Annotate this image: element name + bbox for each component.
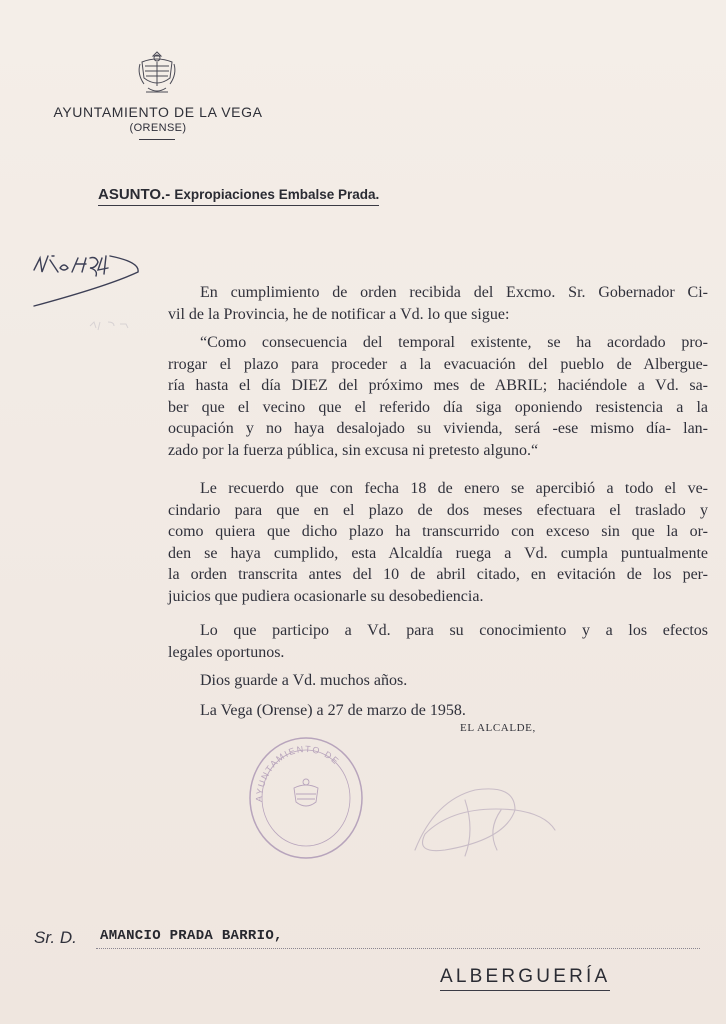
paragraph-date <box>168 700 708 722</box>
addressee-name: AMANCIO PRADA BARRIO, <box>100 928 283 944</box>
coat-of-arms-icon <box>136 48 178 100</box>
text-line: Lo que participo a Vd. para su conocimiento y a los efectos <box>200 622 708 639</box>
text-line: cindario para que en el plazo de dos meses efectuara el traslado y <box>168 501 708 519</box>
text-line: En cumplimiento de orden recibida del Excmo. Sr. Gobernador Ci- <box>200 284 708 301</box>
paragraph-salutation <box>168 670 708 692</box>
svg-text:AYUNTAMIENTO DE: AYUNTAMIENTO DE <box>253 743 342 803</box>
text-line: ber que el vecino que el referido día siga oponiendo resistencia a la <box>168 398 708 416</box>
addressee-dotted-line <box>96 948 700 949</box>
text-line: vil de la Provincia, he de notificar a Vd. lo que sigue: <box>168 305 510 323</box>
handwritten-reference-number <box>32 250 152 310</box>
official-stamp <box>244 732 368 862</box>
subject-line <box>98 186 379 206</box>
text-line: den se haya cumplido, esta Alcaldía ruega a Vd. cumpla puntualmente <box>168 544 708 562</box>
paragraph-reminder <box>168 478 708 608</box>
text-line: ría hasta el día DIEZ del próximo mes de ABRIL; haciéndole a Vd. sa- <box>168 377 708 395</box>
province-name: (ORENSE) <box>129 122 187 134</box>
text-line: Dios guarde a Vd. muchos años. <box>200 672 408 689</box>
subject-text: Expropiaciones Embalse Prada. <box>174 187 380 202</box>
text-line: zado por la fuerza pública, sin excusa ni pretesto alguno.“ <box>168 441 539 459</box>
text-line: “Como consecuencia del temporal existente, se ha acordado pro- <box>200 334 708 351</box>
addressee-town: ALBERGUERÍA <box>440 966 610 991</box>
text-line: como quiera que dicho plazo ha transcurrido con exceso sin que la or- <box>168 523 708 541</box>
addressee-label: Sr. D. <box>34 928 77 947</box>
mayor-signature <box>405 780 565 870</box>
paragraph-quoted-order <box>168 332 708 462</box>
text-line: Le recuerdo que con fecha 18 de enero se apercibió a todo el ve- <box>200 480 708 497</box>
signoff-title: EL ALCALDE, <box>460 722 536 734</box>
text-line: rrogar el plazo para proceder a la evacuación del pueblo de Albergue- <box>168 355 708 373</box>
text-line: juicios que pudiera ocasionarle su desobediencia. <box>168 587 484 605</box>
paragraph-intro <box>168 282 708 325</box>
subject-label: ASUNTO.- <box>98 186 171 203</box>
organization-name: AYUNTAMIENTO DE LA VEGA <box>53 104 263 120</box>
paragraph-closing <box>168 620 708 663</box>
text-line: La Vega (Orense) a 27 de marzo de 1958. <box>200 702 466 719</box>
text-line: ocupación y no haya desalojado su vivienda, será -ese mismo día- lan- <box>168 420 708 438</box>
faint-pencil-mark <box>88 318 138 332</box>
text-line: legales oportunos. <box>168 643 285 661</box>
text-line: la orden transcrita antes del 10 de abril citado, en evitación de los per- <box>168 566 708 584</box>
letterhead-rule <box>139 139 175 140</box>
